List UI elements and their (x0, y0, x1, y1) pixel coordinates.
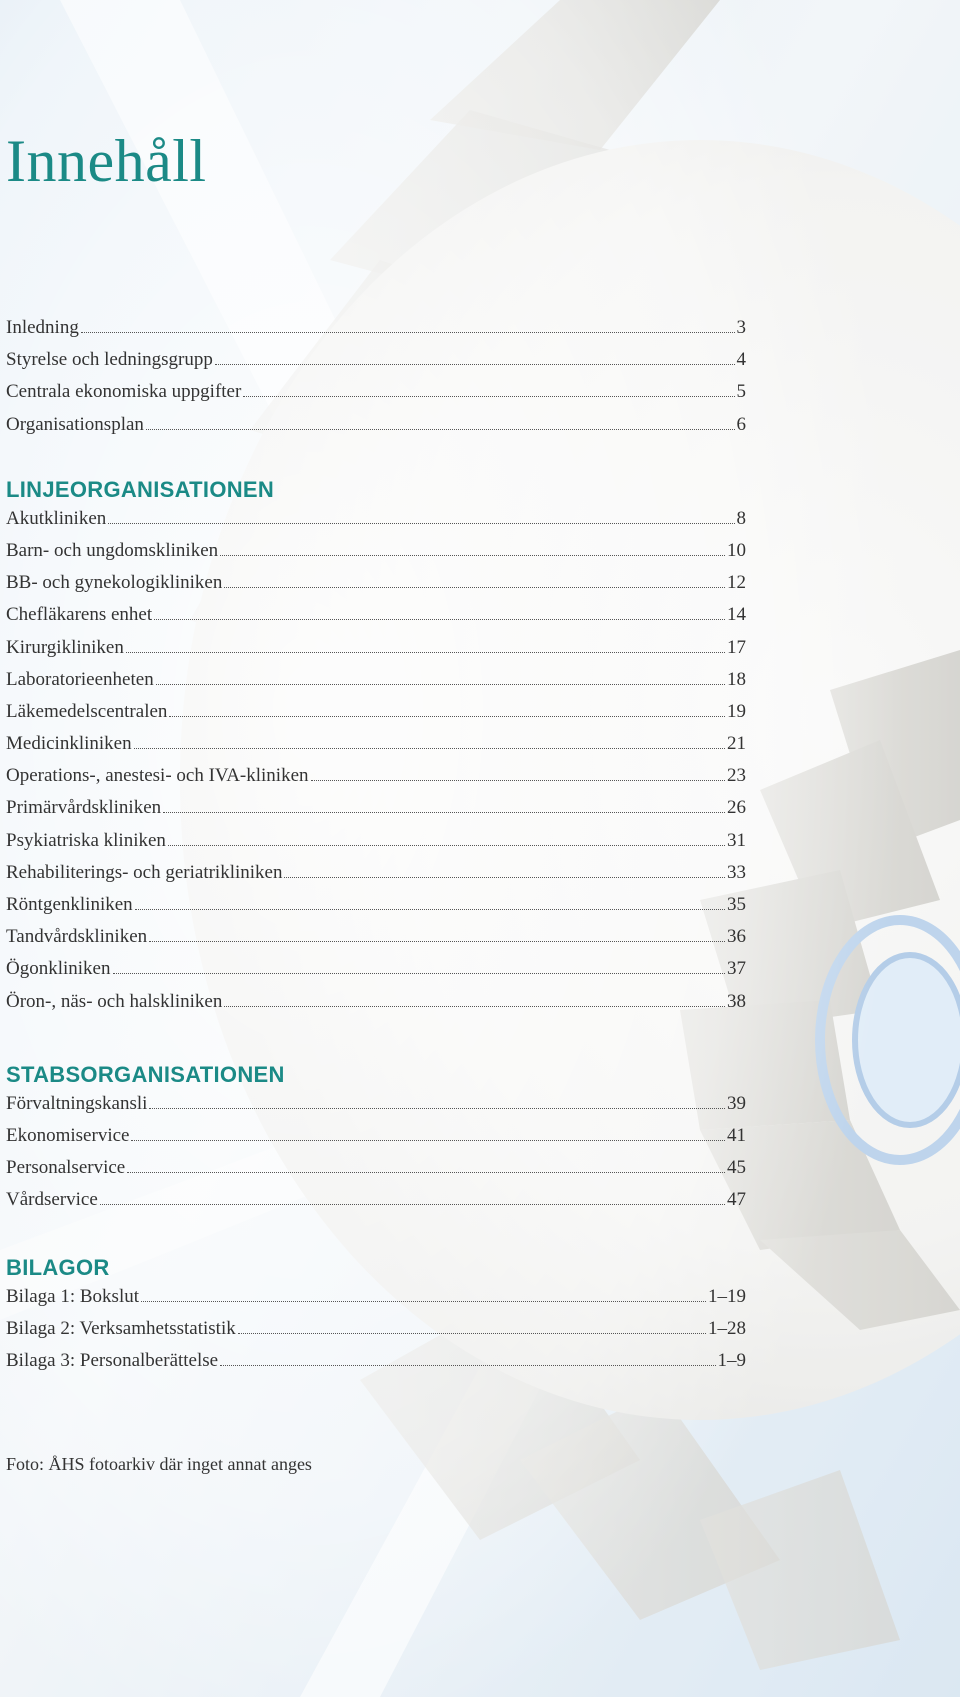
toc-entry-label: Bilaga 3: Personalberättelse (6, 1349, 219, 1371)
toc-entry-label: Rehabiliterings- och geriatrikliniken (6, 861, 283, 883)
toc-entry-page: 6 (736, 413, 746, 435)
toc-entry-page: 1–9 (717, 1349, 746, 1371)
toc-entry-page: 36 (727, 926, 746, 948)
toc-entry-page: 3 (736, 317, 746, 338)
toc-entry-label: Röntgenkliniken (6, 894, 133, 915)
toc-entry-label: Psykiatriska kliniken (6, 829, 166, 851)
toc-entry-label: Bilaga 2: Verksamhetsstatistik (6, 1317, 236, 1339)
toc-entry-label: Öron-, näs- och halskliniken (6, 990, 223, 1012)
toc-entry-page: 23 (727, 765, 746, 787)
toc-entry (6, 637, 746, 669)
toc-entry-label: Kirurgikliniken (6, 636, 124, 658)
dot-leader (127, 1172, 725, 1173)
toc-entry (6, 797, 746, 829)
toc-entry-label: Chefläkarens enhet (6, 604, 153, 626)
section-heading: BILAGOR (6, 1254, 110, 1280)
toc-entry-label: Operations-, anestesi- och IVA-kliniken (6, 765, 309, 787)
toc-entry (6, 508, 746, 540)
dot-leader (131, 1140, 725, 1141)
toc-list (6, 317, 746, 1382)
toc-entry-label: Ögonkliniken (6, 958, 111, 980)
toc-entry-page: 10 (727, 539, 746, 561)
dot-leader (220, 555, 725, 556)
toc-entry-page: 12 (727, 572, 746, 594)
toc-entry-label: Inledning (6, 317, 79, 338)
dot-leader (154, 619, 725, 620)
toc-entry (6, 701, 746, 733)
dot-leader (135, 909, 725, 910)
toc-entry-page: 26 (727, 797, 746, 819)
toc-entry-label: Tandvårdskliniken (6, 926, 148, 948)
dot-leader (149, 941, 725, 942)
toc-entry-label: Förvaltningskansli (6, 1092, 148, 1114)
dot-leader (141, 1301, 706, 1302)
toc-entry-page: 47 (727, 1189, 746, 1211)
toc-entry (6, 381, 746, 413)
section-heading: STABSORGANISATIONEN (6, 1061, 285, 1087)
section-heading: LINJEORGANISATIONEN (6, 476, 275, 502)
toc-entry-label: Primärvårdskliniken (6, 797, 162, 819)
toc-entry (6, 1286, 746, 1318)
toc-entry-page: 33 (727, 861, 746, 883)
dot-leader (146, 429, 735, 430)
toc-section-bilagor (6, 1250, 746, 1383)
dot-leader (163, 812, 725, 813)
toc-entry (6, 894, 746, 926)
toc-entry (6, 1093, 746, 1125)
toc-entry (6, 317, 746, 349)
toc-entry-page: 19 (727, 700, 746, 722)
toc-entry-page: 35 (727, 894, 746, 915)
toc-entry-label: Läkemedelscentralen (6, 700, 168, 722)
dot-leader (224, 587, 725, 588)
dot-leader (113, 973, 726, 974)
toc-entry-page: 37 (727, 958, 746, 980)
toc-entry-page: 5 (736, 381, 746, 403)
toc-entry-label: Vårdservice (6, 1189, 98, 1211)
toc-entry-label: Ekonomiservice (6, 1124, 130, 1146)
toc-entry (6, 540, 746, 572)
toc-entry (6, 991, 746, 1023)
toc-entry-page: 14 (727, 604, 746, 626)
toc-entry (6, 1318, 746, 1350)
toc-entry-label: BB- och gynekologikliniken (6, 572, 223, 594)
toc-entry-label: Personalservice (6, 1157, 126, 1179)
dot-leader (215, 364, 735, 365)
dot-leader (224, 1006, 725, 1007)
dot-leader (284, 877, 725, 878)
toc-entry-label: Akutkliniken (6, 507, 107, 529)
toc-entry (6, 572, 746, 604)
dot-leader (169, 716, 725, 717)
dot-leader (81, 332, 735, 333)
toc-section-stabsorganisationen (6, 1057, 746, 1222)
dot-leader (156, 684, 725, 685)
page-title: Innehåll (6, 128, 207, 194)
toc-entry-page: 18 (727, 668, 746, 690)
toc-entry (6, 1125, 746, 1157)
toc-entry (6, 349, 746, 381)
toc-entry (6, 669, 746, 701)
toc-entry-page: 1–19 (708, 1285, 746, 1307)
toc-entry-page: 21 (727, 733, 746, 755)
toc-entry-page: 39 (727, 1092, 746, 1114)
toc-entry-page: 45 (727, 1157, 746, 1179)
toc-section-linjeorganisationen (6, 472, 746, 1023)
toc-entry-label: Medicinkliniken (6, 733, 132, 755)
toc-entry (6, 604, 746, 636)
dot-leader (149, 1108, 725, 1109)
toc-entry-page: 17 (727, 636, 746, 658)
toc-entry (6, 414, 746, 446)
toc-entry-label: Centrala ekonomiska uppgifter (6, 381, 242, 403)
toc-entry-label: Barn- och ungdomskliniken (6, 539, 219, 561)
dot-leader (108, 523, 734, 524)
toc-entry-page: 38 (727, 990, 746, 1012)
toc-entry (6, 733, 746, 765)
dot-leader (220, 1365, 715, 1366)
toc-entry-label: Styrelse och ledningsgrupp (6, 349, 213, 371)
photo-credit: Foto: ÅHS fotoarkiv där inget annat anges (6, 1454, 312, 1474)
dot-leader (243, 396, 734, 397)
toc-entry (6, 958, 746, 990)
toc-entry (6, 926, 746, 958)
dot-leader (168, 845, 725, 846)
toc-entry-page: 41 (727, 1124, 746, 1146)
toc-entry (6, 765, 746, 797)
dot-leader (311, 780, 725, 781)
toc-entry-label: Laboratorieenheten (6, 668, 154, 690)
toc-entry-page: 4 (736, 349, 746, 371)
toc-entry-label: Organisationsplan (6, 413, 144, 435)
dot-leader (100, 1204, 725, 1205)
toc-intro-group (6, 317, 746, 446)
dot-leader (126, 652, 725, 653)
toc-entry (6, 1157, 746, 1189)
toc-entry (6, 862, 746, 894)
dot-leader (134, 748, 725, 749)
toc-entry-page: 31 (727, 829, 746, 851)
toc-entry-page: 1–28 (708, 1317, 746, 1339)
toc-entry (6, 1350, 746, 1382)
toc-entry-label: Bilaga 1: Bokslut (6, 1285, 139, 1307)
dot-leader (238, 1333, 706, 1334)
toc-entry (6, 830, 746, 862)
toc-entry (6, 1189, 746, 1221)
toc-entry-page: 8 (736, 507, 746, 529)
